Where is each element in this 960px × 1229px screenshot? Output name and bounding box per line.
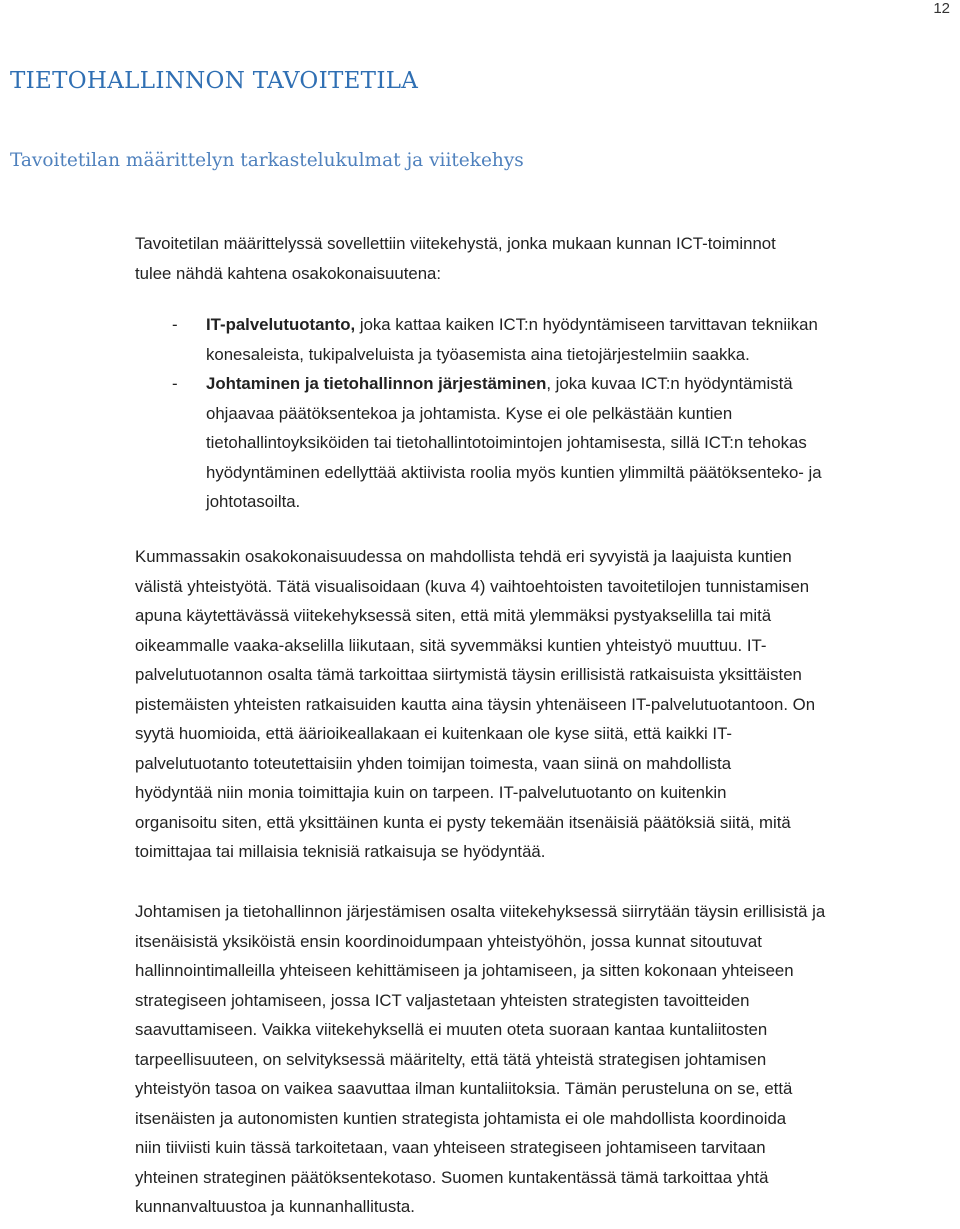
text-line: toimittajaa tai millaisia teknisiä ratkaisuja se hyödyntää. <box>135 842 546 861</box>
text-line: tulee nähdä kahtena osakokonaisuutena: <box>135 263 442 283</box>
text-line: johtotasoilta. <box>206 492 301 511</box>
bullet-dash: - <box>172 315 178 334</box>
text-line: Johtamisen ja tietohallinnon järjestämisen osalta viitekehyksessä siirrytään täysin erillisistä ja <box>135 902 826 921</box>
paragraph-3 <box>135 897 825 1222</box>
text-line: yhteistyön tasoa on vaikea saavuttaa ilman kuntaliitoksia. Tämän perusteluna on se, että <box>135 1079 793 1098</box>
subsection-heading: Tavoitetilan määrittelyn tarkastelukulmat ja viitekehys <box>10 150 524 171</box>
text-line: yhteinen strateginen päätöksentekotaso. Suomen kuntakentässä tämä tarkoittaa yhtä <box>135 1167 769 1187</box>
text-line: tarpeellisuuteen, on selvityksessä määritelty, että tätä yhteistä strategisen johtamisen <box>135 1049 767 1069</box>
text-line: tietohallintoyksiköiden tai tietohallintotoimintojen johtamisesta, sillä ICT:n tehokas <box>206 433 807 452</box>
text-line: itsenäisistä yksiköistä ensin koordinoidumpaan yhteistyöhön, jossa kunnat sitoutuvat <box>135 931 762 951</box>
text-line: organisoitu siten, että yksittäinen kunta ei pysty tekemään itsenäisiä päätöksiä siitä, mitä <box>135 812 791 832</box>
text-line: itsenäisten ja autonomisten kuntien strategista johtamista ei ole mahdollista koordinoida <box>135 1108 787 1128</box>
text-line: Tavoitetilan määrittelyssä sovellettiin viitekehystä, jonka mukaan kunnan ICT-toiminnot <box>135 234 776 253</box>
list-item <box>172 369 960 517</box>
bullet-list <box>172 310 960 517</box>
text-line: syytä huomioida, että äärioikeallakaan ei kuitenkaan ole kyse siitä, että kaikki IT- <box>135 724 732 743</box>
paragraph-2 <box>135 542 815 867</box>
text-line: saavuttamiseen. Vaikka viitekehyksellä ei muuten oteta suoraan kantaa kuntaliitosten <box>135 1020 768 1039</box>
text-line: oikeammalle vaaka-akselilla liikutaan, sitä syvemmäksi kuntien yhteistyö muuttuu. IT- <box>135 635 767 655</box>
text-line: konesaleista, tukipalveluista ja työasemista aina tietojärjestelmiin saakka. <box>206 344 750 364</box>
text-line: strategiseen johtamiseen, jossa ICT valjastetaan yhteisten strategisten tavoitteiden <box>135 990 750 1010</box>
text-line: ohjaavaa päätöksentekoa ja johtamista. Kyse ei ole pelkästään kuntien <box>206 403 733 423</box>
text-line: hallinnointimalleilla yhteiseen kehittämiseen ja johtamiseen, ja sitten kokonaan yhteiseen <box>135 961 794 980</box>
text-line: palvelutuotanto toteutettaisiin yhden toimijan toimesta, vaan siinä on mahdollista <box>135 753 732 773</box>
list-item <box>172 310 960 369</box>
text-line: apuna käytettävässä viitekehyksessä siten, että mitä ylemmäksi pystyakselilla tai mitä <box>135 606 772 625</box>
text-line: palvelutuotannon osalta tämä tarkoittaa siirtymistä täysin erillisistä ratkaisuista yksittäisten <box>135 665 802 684</box>
text-line: pistemäisten yhteisten ratkaisuiden kautta aina täysin yhtenäiseen IT-palvelutuotantoon. On <box>135 694 816 714</box>
text-line: , joka kuvaa ICT:n hyödyntämistä <box>546 374 793 393</box>
list-item-term: Johtaminen ja tietohallinnon järjestäminen <box>206 374 547 393</box>
text-line: niin tiiviisti kuin tässä tarkoitetaan, vaan yhteiseen strategiseen johtamiseen tarvitaan <box>135 1138 766 1157</box>
text-line: hyödyntäminen edellyttää aktiivista roolia myös kuntien ylimmiltä päätöksenteko- ja <box>206 462 822 482</box>
text-line: Kummassakin osakokonaisuudessa on mahdollista tehdä eri syvyistä ja laajuista kuntien <box>135 547 792 566</box>
page-number: 12 <box>933 0 950 17</box>
list-item-term: IT-palvelutuotanto, <box>206 315 356 334</box>
text-line: kunnanvaltuustoa ja kunnanhallitusta. <box>135 1197 415 1216</box>
text-line: joka kattaa kaiken ICT:n hyödyntämiseen tarvittavan tekniikan <box>355 315 818 334</box>
bullet-dash: - <box>172 374 178 393</box>
text-line: välistä yhteistyötä. Tätä visualisoidaan (kuva 4) vaihtoehtoisten tavoitetilojen tunnistamisen <box>135 576 810 596</box>
section-heading: TIETOHALLINNON TAVOITETILA <box>10 68 419 94</box>
intro-paragraph <box>135 229 776 288</box>
text-line: hyödyntää niin monia toimittajia kuin on tarpeen. IT-palvelutuotanto on kuitenkin <box>135 783 727 802</box>
